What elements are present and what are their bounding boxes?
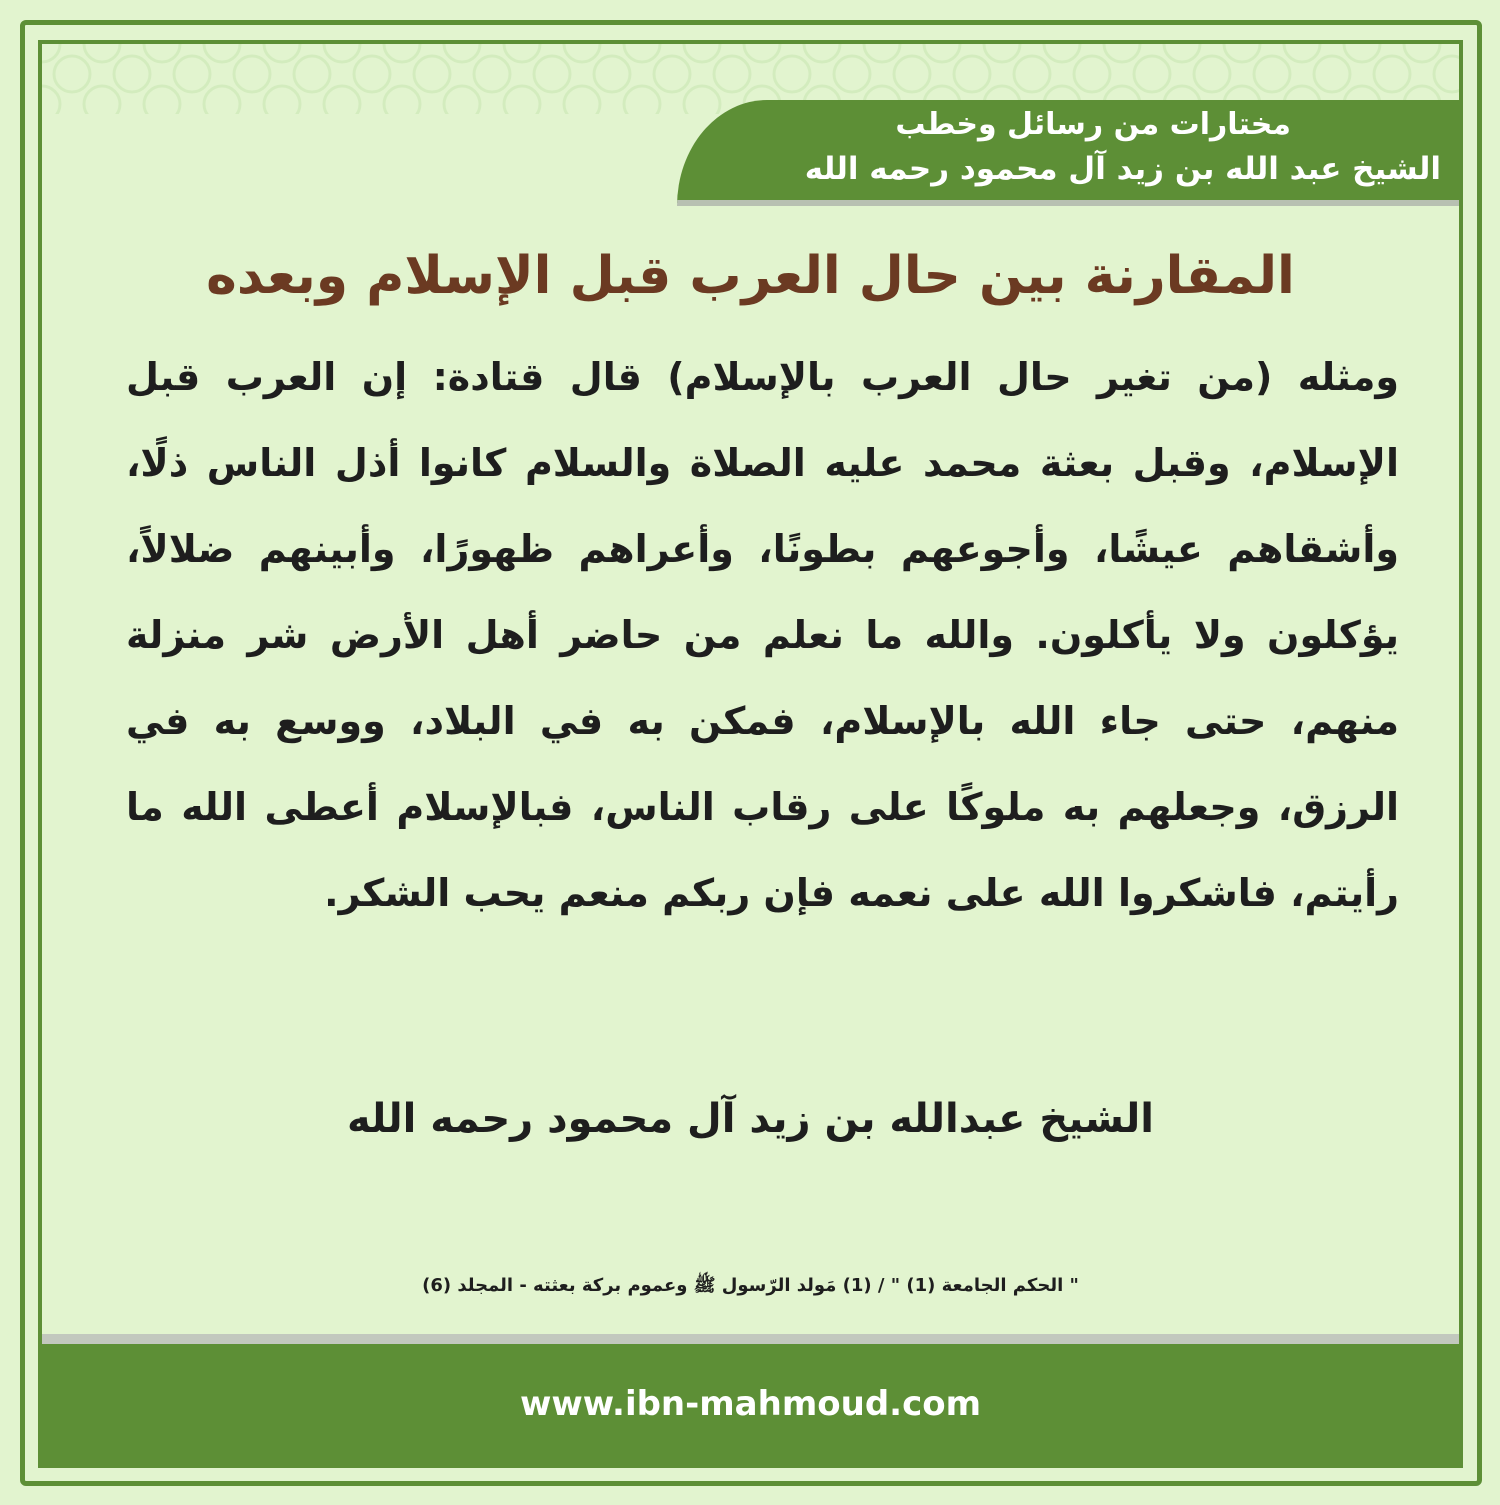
header-series-title: مختارات من رسائل وخطب xyxy=(895,107,1291,142)
source-citation: " الحكم الجامعة (1) " / (1) مَولد الرّسول ﷺ وعموم بركة بعثته - المجلد (6) xyxy=(422,1275,1079,1296)
signature: الشيخ عبدالله بن زيد آل محمود رحمه الله xyxy=(347,1096,1154,1142)
content-card xyxy=(38,40,1463,1468)
footer-divider xyxy=(42,1334,1459,1344)
footer-bar xyxy=(42,1344,1459,1464)
header-author-name: الشيخ عبد الله بن زيد آل محمود رحمه الله xyxy=(804,151,1441,187)
website-link[interactable]: www.ibn-mahmoud.com xyxy=(519,1384,982,1424)
body-paragraph: ومثله (من تغير حال العرب بالإسلام) قال قتادة: إن العرب قبل الإسلام، وقبل بعثة محمد عليه الصلاة والسلام كانوا أذل الناس ذلًا، وأشقاهم عيشًا، وأجوعهم بطونًا، وأعراهم ظهورًا، وأبينهم ضلالاً، يؤكلون ولا يأكلون. والله ما نعلم من حاضر أهل الأرض شر منزلة منهم، حتى جاء الله بالإسلام، فمكن به في البلاد، ووسع به في الرزق، وجعلهم به ملوكًا على رقاب الناس، فبالإسلام أعطى الله ما رأيتم، فاشكروا الله على نعمه فإن ربكم منعم يحب الشكر. xyxy=(126,355,1399,915)
header-banner xyxy=(677,100,1459,206)
page-title: المقارنة بين حال العرب قبل الإسلام وبعده xyxy=(206,246,1295,306)
